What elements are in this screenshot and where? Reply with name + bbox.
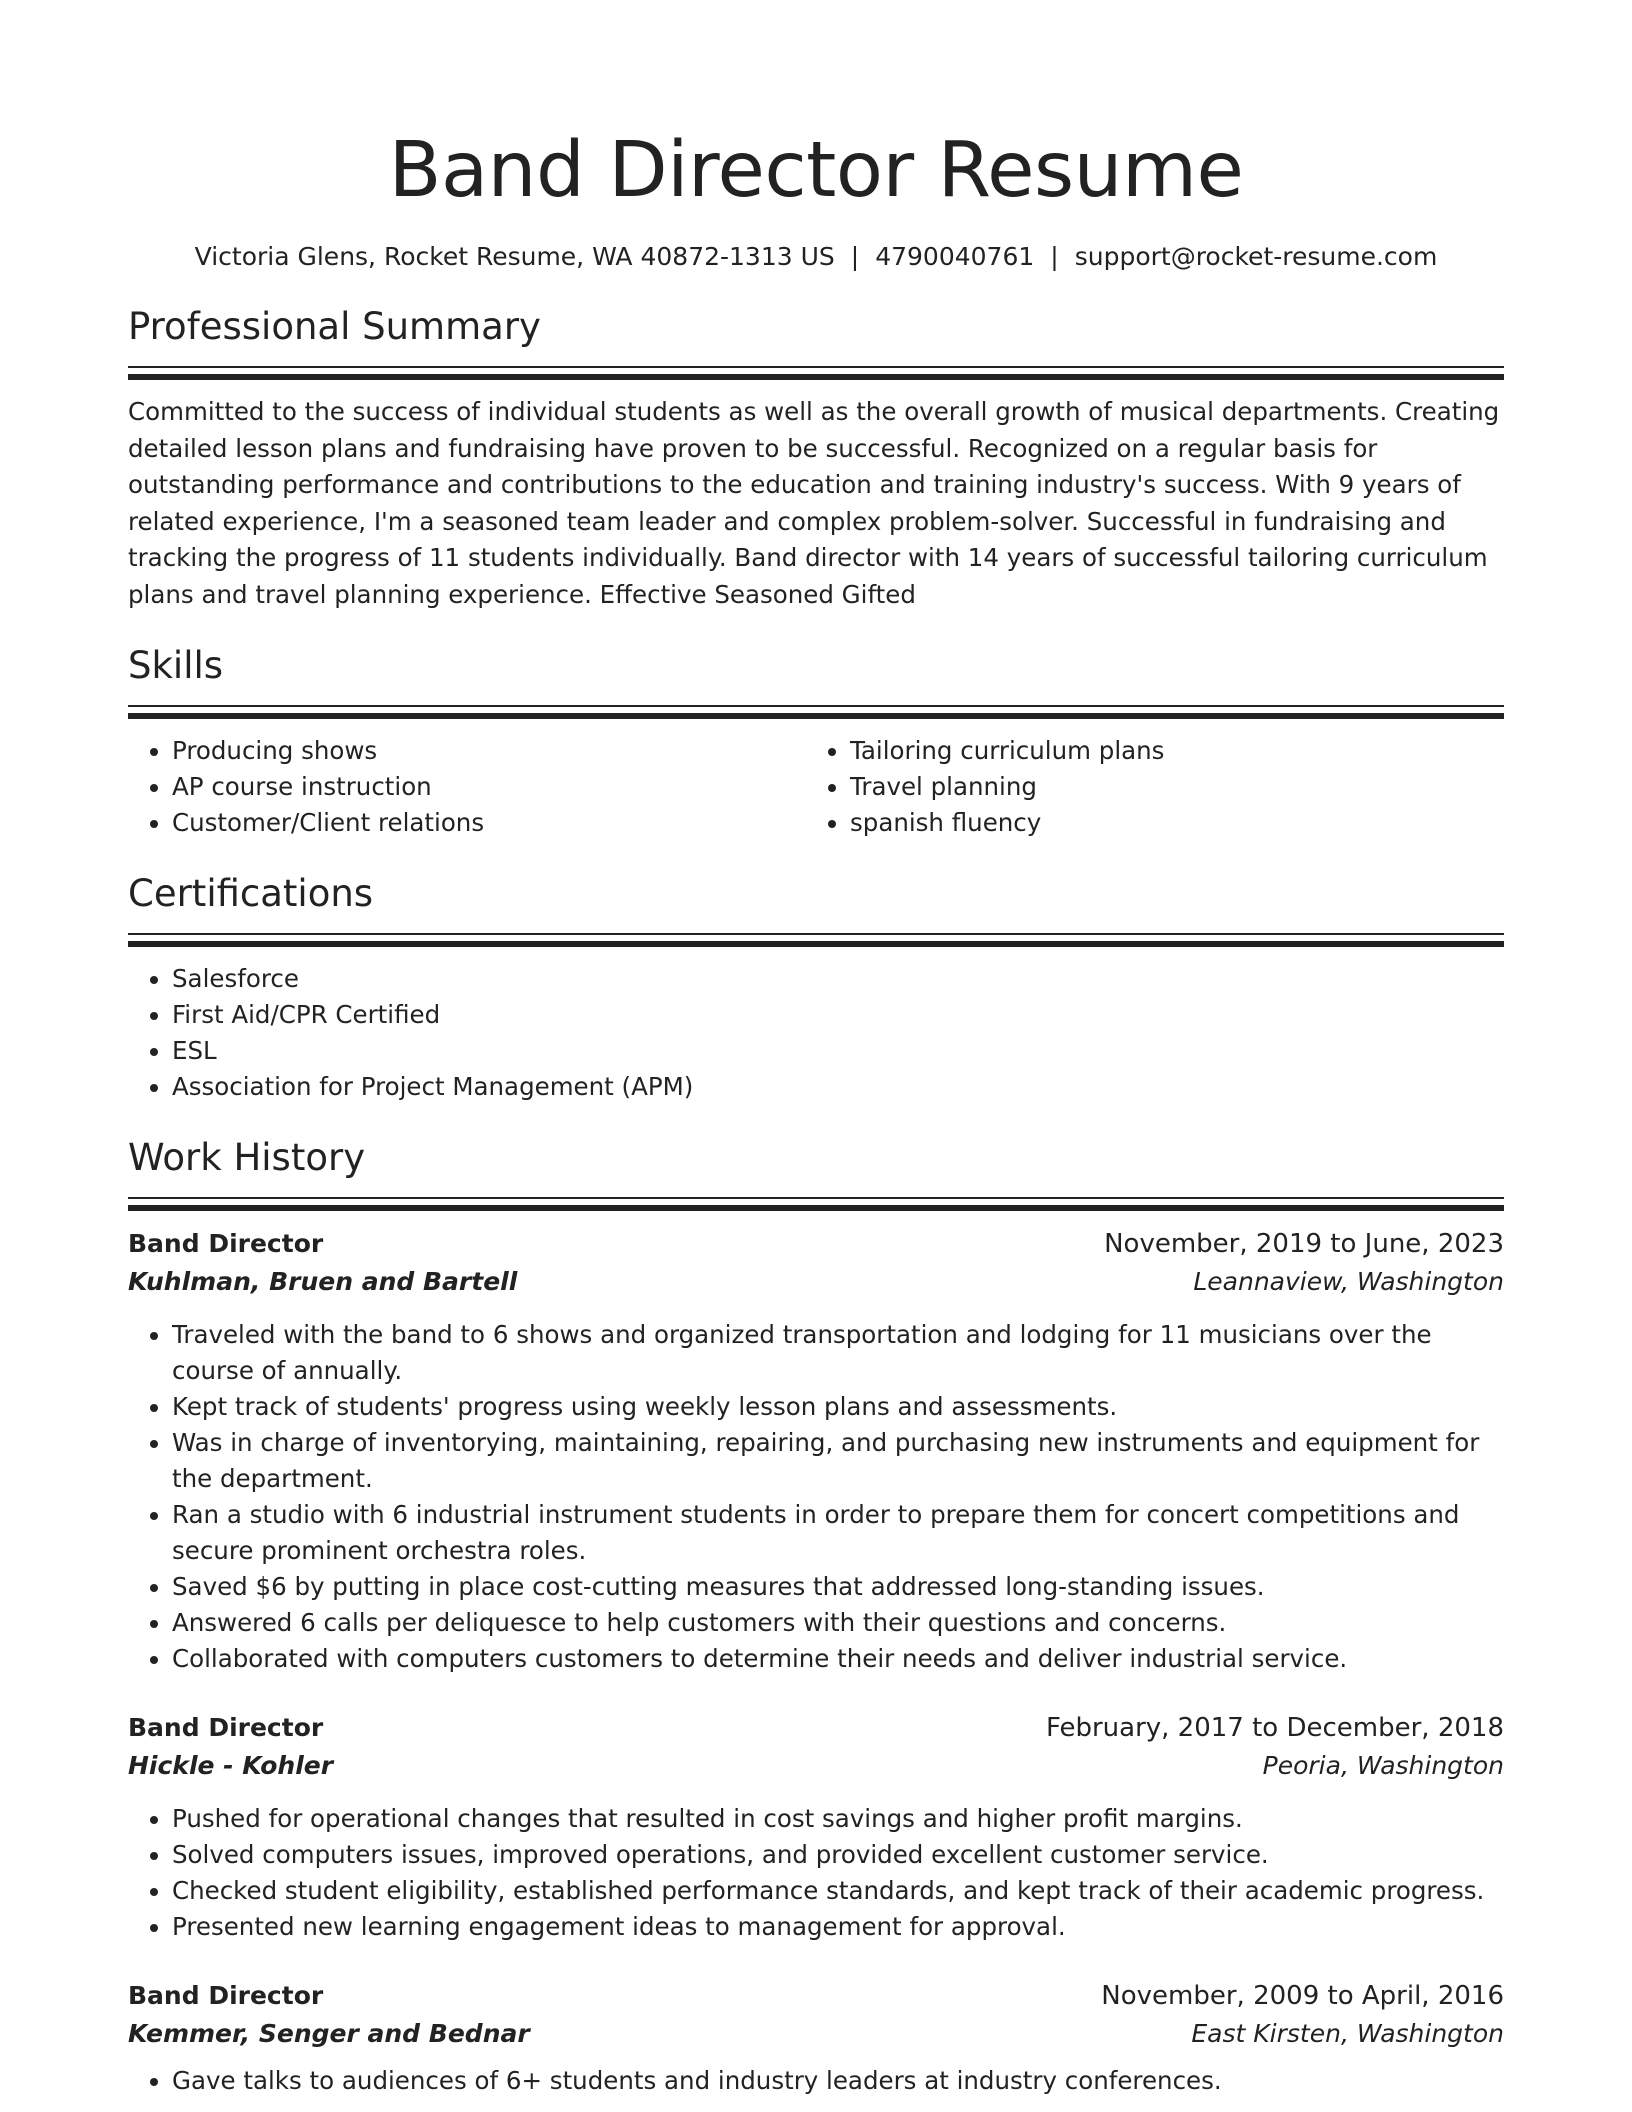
job-title: Band Director [128,1981,324,2010]
job-bullet: • Was in charge of inventorying, maintaining, repairing, and purchasing new instruments and equipment for the department. [172,1425,1504,1497]
job-entry [128,1709,1504,1945]
job-bullet: • Answered 6 calls per deliquesce to help customers with their questions and concerns. [172,1605,1504,1641]
job-dates: November, 2019 to June, 2023 [1104,1229,1504,1259]
contact-email: support@rocket-resume.com [1074,242,1438,271]
skill-item: • Tailoring curriculum plans [850,733,1484,769]
job-bullet: • Ran a studio with 6 industrial instrument students in order to prepare them for concert competitions and secure prominent orchestra roles. [172,1497,1504,1569]
job-bullet: • Gave talks to audiences of 6+ students and industry leaders at industry conferences. [172,2063,1504,2099]
job-entry [128,1225,1504,1677]
skill-item: • AP course instruction [172,769,806,805]
job-bullet: • Solved computers issues, improved operations, and provided excellent customer service. [172,1837,1504,1873]
page-title: Band Director Resume [388,126,1244,215]
job-header [128,1709,1504,1747]
section-divider [128,705,1504,719]
job-company: Kuhlman, Bruen and Bartell [128,1267,518,1296]
summary-text: Committed to the success of individual students as well as the overall growth of musical departments. Creating detailed lesson plans and fundraising have proven to be successful. Recognized on a regular basis for outstanding performance and contributions to the education and training industry's success. With 9 years of related experience, I'm a seasoned team leader and complex problem-solver. Successful in fundraising and tracking the progress of 11 students individually. Band director with 14 years of successful tailoring curriculum plans and travel planning experience. Effective Seasoned Gifted [128,397,1500,609]
job-bullet: • Checked student eligibility, established performance standards, and kept track of their academic progress. [172,1873,1504,1909]
skills-heading: Skills [128,644,224,687]
job-location: East Kirsten, Washington [1191,2019,1504,2048]
resume-page [128,0,1504,2099]
job-bullet: • Kept track of students' progress using weekly lesson plans and assessments. [172,1389,1504,1425]
contact-separator: | [850,242,860,271]
section-divider [128,366,1504,380]
skills-section [128,643,1504,841]
certifications-section [128,871,1504,1105]
skill-item: • Customer/Client relations [172,805,806,841]
certification-item: • Salesforce [172,961,1504,997]
section-divider [128,933,1504,947]
job-bullets [128,1801,1504,1945]
certification-item: • Association for Project Management (APM) [172,1069,1504,1105]
job-bullets [128,1317,1504,1677]
certification-item: • ESL [172,1033,1504,1069]
job-bullet: • Presented new learning engagement ideas to management for approval. [172,1909,1504,1945]
job-subheader [128,2015,1504,2053]
job-header [128,1225,1504,1263]
job-bullet: • Traveled with the band to 6 shows and organized transportation and lodging for 11 musicians over the course of annually. [172,1317,1504,1389]
skill-item: • spanish fluency [850,805,1484,841]
summary-heading: Professional Summary [128,305,541,348]
job-company: Kemmer, Senger and Bednar [128,2019,530,2048]
job-bullet: • Saved $6 by putting in place cost-cutting measures that addressed long-standing issues. [172,1569,1504,1605]
job-bullets [128,2063,1504,2099]
contact-separator: | [1050,242,1059,271]
contact-address: Victoria Glens, Rocket Resume, WA 40872-1313 US [194,242,835,271]
job-header [128,1977,1504,2015]
job-bullet: • Pushed for operational changes that resulted in cost savings and higher profit margins. [172,1801,1504,1837]
contact-phone: 4790040761 [875,242,1035,271]
certification-item: • First Aid/CPR Certified [172,997,1504,1033]
job-subheader [128,1263,1504,1301]
contact-line [128,240,1504,274]
skill-item: • Travel planning [850,769,1484,805]
certifications-heading: Certifications [128,872,374,915]
section-divider [128,1197,1504,1211]
skills-list-left [128,733,806,841]
job-dates: November, 2009 to April, 2016 [1101,1981,1504,2011]
job-bullet: • Collaborated with computers customers to determine their needs and deliver industrial service. [172,1641,1504,1677]
job-entry [128,1977,1504,2099]
job-title: Band Director [128,1229,324,1258]
job-location: Leannaview, Washington [1193,1267,1504,1296]
job-title: Band Director [128,1713,324,1742]
job-company: Hickle - Kohler [128,1751,334,1780]
skills-grid [128,733,1504,841]
job-location: Peoria, Washington [1262,1751,1504,1780]
job-dates: February, 2017 to December, 2018 [1045,1713,1504,1743]
job-subheader [128,1747,1504,1785]
skill-item: • Producing shows [172,733,806,769]
summary-section [128,304,1504,613]
work-history-section [128,1135,1504,2099]
certifications-list [128,961,1504,1105]
work-history-heading: Work History [128,1136,366,1179]
skills-list-right [806,733,1484,841]
